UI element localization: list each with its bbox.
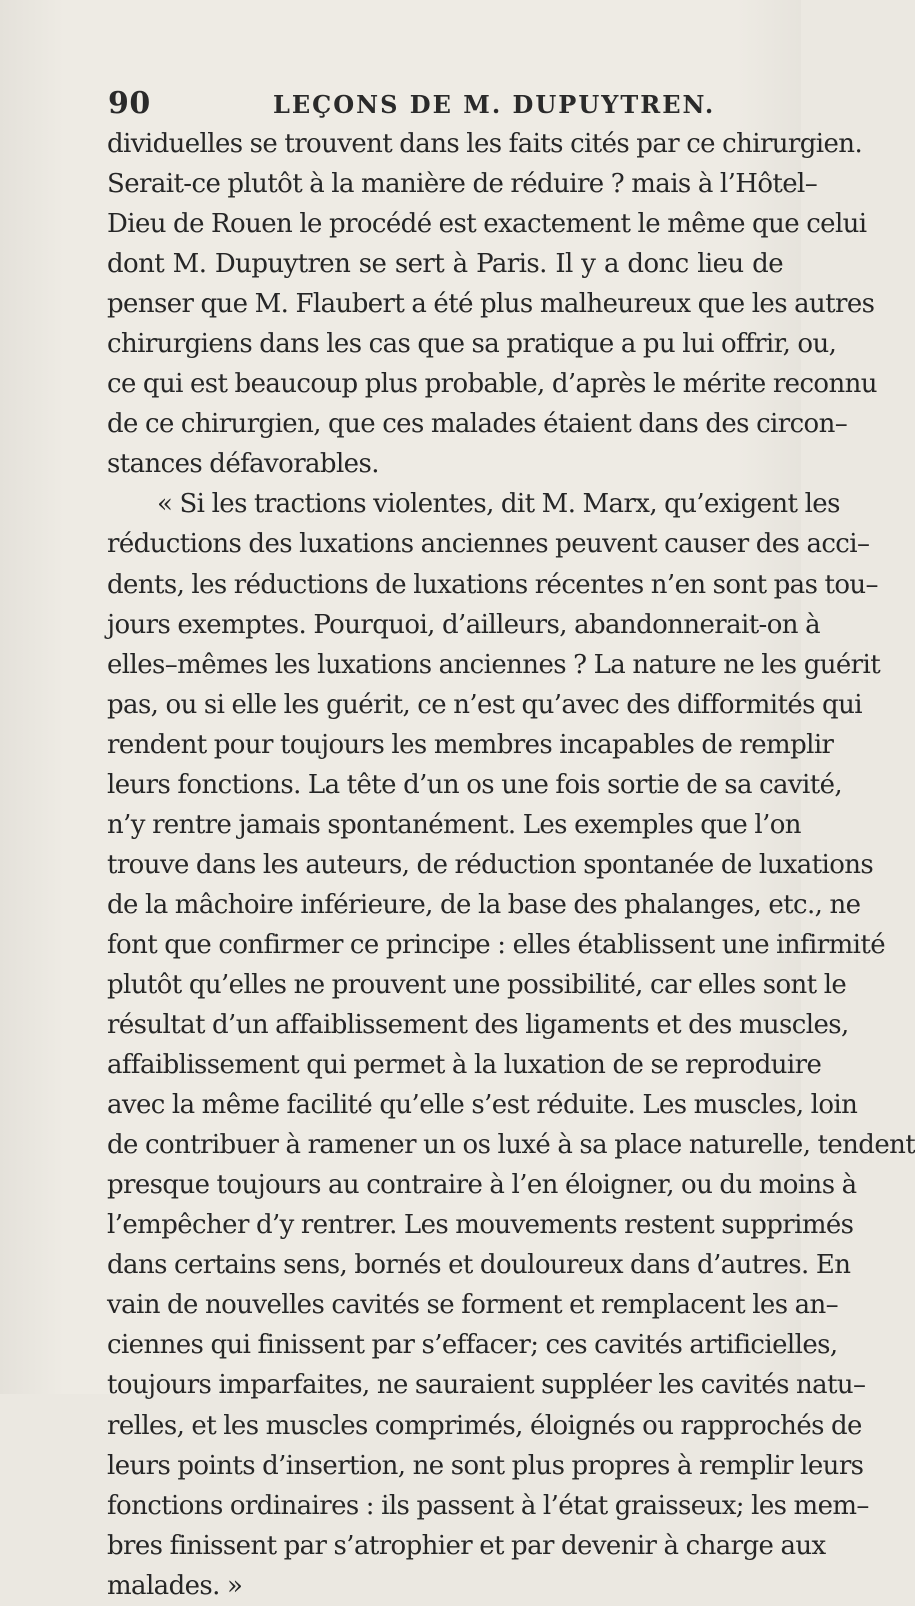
text-line: elles–mêmes les luxations anciennes ? La nature ne les guérit (107, 649, 881, 680)
running-head: LEÇONS DE M. DUPUYTREN. (273, 90, 716, 119)
text-line: vain de nouvelles cavités se forment et remplacent les an– (107, 1290, 839, 1321)
text-line: presque toujours au contraire à l’en éloigner, ou du moins à (107, 1170, 857, 1201)
page-header (108, 86, 768, 126)
text-line: dividuelles se trouvent dans les faits cités par ce chirurgien. (107, 129, 863, 159)
text-line: dans certains sens, bornés et douloureux dans d’autres. En (107, 1250, 851, 1281)
text-line: font que confirmer ce principe : elles établissent une infirmité (107, 929, 886, 960)
body-text (107, 124, 915, 1606)
text-line: leurs points d’insertion, ne sont plus propres à remplir leurs (107, 1450, 864, 1481)
text-line: n’y rentre jamais spontanément. Les exemples que l’on (107, 809, 801, 840)
text-line: l’empêcher d’y rentrer. Les mouvements restent supprimés (107, 1210, 854, 1241)
text-line: dont M. Dupuytren se sert à Paris. Il y a donc lieu de (107, 249, 783, 280)
text-line: jours exemptes. Pourquoi, d’ailleurs, abandonnerait-on à (107, 609, 820, 640)
text-line: stances défavorables. (107, 449, 379, 480)
text-line: dents, les réductions de luxations récentes n’en sont pas tou– (107, 569, 878, 600)
text-line: Serait-ce plutôt à la manière de réduire ? mais à l’Hôtel– (107, 169, 818, 200)
text-line: réductions des luxations anciennes peuvent causer des acci– (107, 529, 870, 560)
text-line: ce qui est beaucoup plus probable, d’après le mérite reconnu (107, 369, 877, 400)
text-line: malades. » (107, 1570, 243, 1601)
text-line: de ce chirurgien, que ces malades étaient dans des circon– (107, 409, 848, 440)
text-line: « Si les tractions violentes, dit M. Marx, qu’exigent les (157, 489, 840, 520)
text-line: pas, ou si elle les guérit, ce n’est qu’avec des difformités qui (107, 689, 862, 720)
text-line: plutôt qu’elles ne prouvent une possibilité, car elles sont le (107, 969, 847, 1000)
text-line: leurs fonctions. La tête d’un os une fois sortie de sa cavité, (107, 769, 843, 800)
text-line: relles, et les muscles comprimés, éloignés ou rapprochés de (107, 1410, 862, 1441)
text-line: Dieu de Rouen le procédé est exactement le même que celui (107, 209, 867, 240)
text-line: ciennes qui finissent par s’effacer; ces cavités artificielles, (107, 1330, 838, 1361)
text-line: de contribuer à ramener un os luxé à sa place naturelle, tendent (107, 1130, 915, 1161)
text-line: affaiblissement qui permet à la luxation de se reproduire (107, 1050, 822, 1081)
text-line: avec la même facilité qu’elle s’est réduite. Les muscles, loin (107, 1090, 858, 1121)
text-line: trouve dans les auteurs, de réduction spontanée de luxations (107, 849, 874, 880)
text-line: fonctions ordinaires : ils passent à l’état graisseux; les mem– (107, 1490, 869, 1521)
text-line: toujours imparfaites, ne sauraient suppléer les cavités natu– (107, 1370, 866, 1401)
text-line: chirurgiens dans les cas que sa pratique a pu lui offrir, ou, (107, 329, 837, 360)
page-number: 90 (108, 86, 151, 121)
text-line: penser que M. Flaubert a été plus malheureux que les autres (107, 289, 875, 320)
text-line: de la mâchoire inférieure, de la base des phalanges, etc., ne (107, 889, 861, 920)
text-line: rendent pour toujours les membres incapables de remplir (107, 729, 834, 760)
text-line: bres finissent par s’atrophier et par devenir à charge aux (107, 1530, 826, 1561)
text-line: résultat d’un affaiblissement des ligaments et des muscles, (107, 1010, 849, 1041)
